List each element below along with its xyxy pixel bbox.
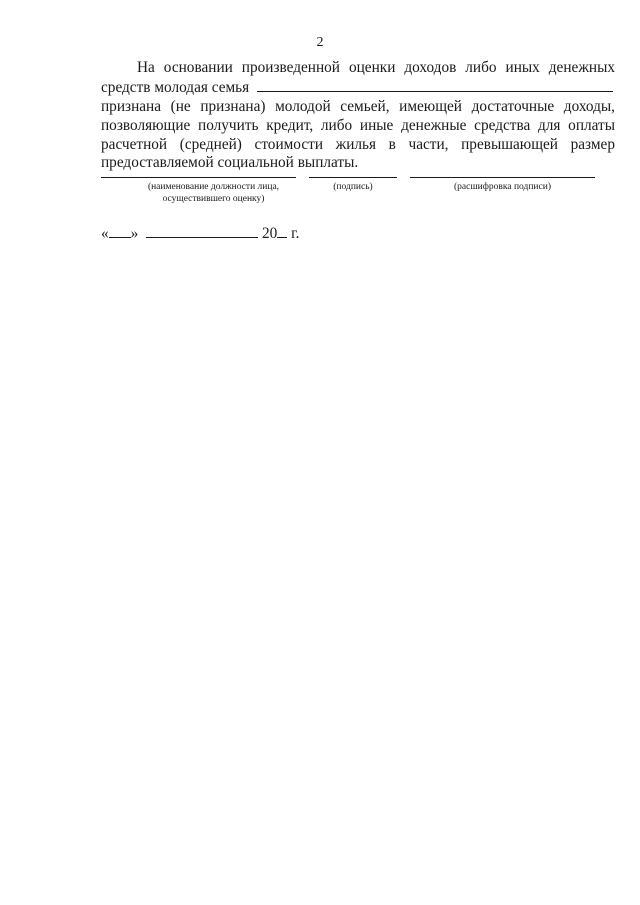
paragraph-line-5: расчетной (средней) стоимости жилья в части, превышающей размер — [101, 136, 615, 153]
date-line — [101, 224, 299, 243]
position-caption: (наименование должности лица, осуществившего оценку) — [147, 182, 280, 204]
position-field[interactable] — [101, 177, 296, 178]
signature-caption: (подпись) — [333, 182, 373, 192]
month-field[interactable] — [146, 225, 258, 238]
year-field[interactable] — [277, 225, 287, 238]
paragraph-line-3: признана (не признана) молодой семьей, имеющей достаточные доходы, — [101, 98, 615, 115]
date-open-quote: « — [101, 225, 109, 242]
paragraph-line-2 — [101, 78, 615, 97]
page-number: 2 — [316, 35, 324, 50]
paragraph-line-6: предоставляемой социальной выплаты. — [101, 154, 359, 171]
paragraph-line-1: На основании произведенной оценки доходов либо иных денежных — [137, 59, 615, 76]
paragraph-line-4: позволяющие получить кредит, либо иные денежные средства для оплаты — [101, 117, 615, 134]
year-prefix: 20 — [261, 225, 278, 242]
decoding-caption: (расшифровка подписи) — [454, 182, 551, 192]
date-close-quote: » — [130, 225, 139, 242]
signature-decoding-field[interactable] — [410, 177, 595, 178]
day-field[interactable] — [109, 225, 131, 238]
signature-field[interactable] — [309, 177, 397, 178]
family-name-field[interactable] — [257, 79, 613, 92]
year-suffix: г. — [291, 225, 300, 242]
family-label: средств молодая семья — [101, 79, 250, 96]
